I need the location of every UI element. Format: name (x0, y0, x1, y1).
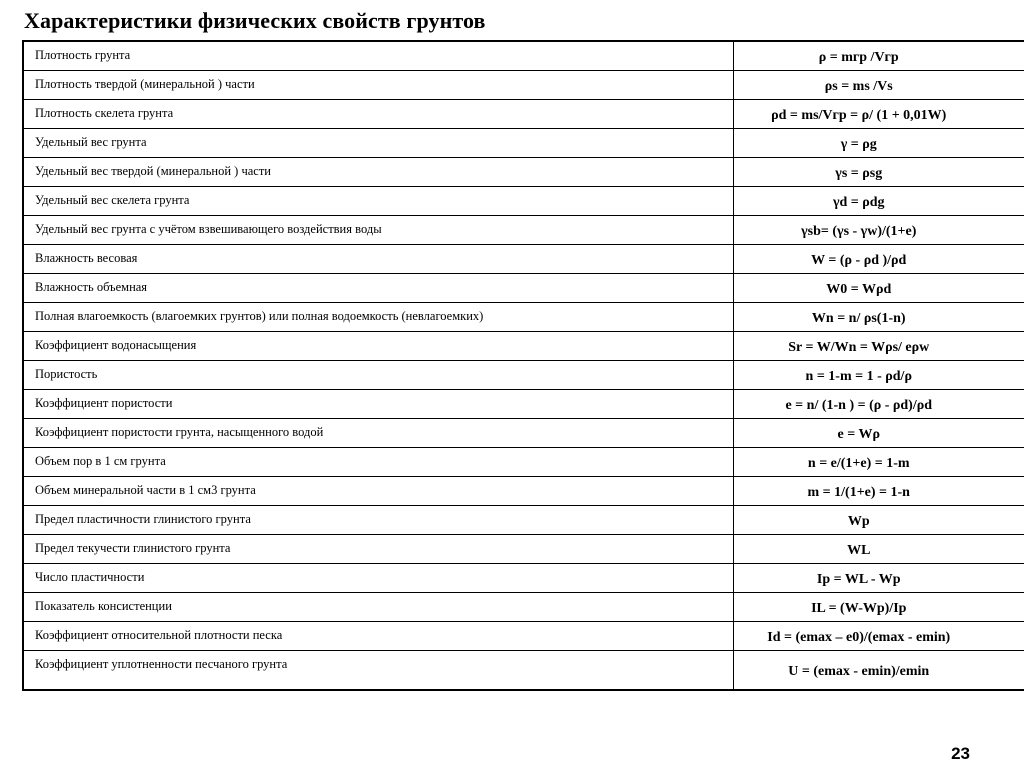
table-body (23, 41, 1024, 690)
property-name: Коэффициент пористости грунта, насыщенного водой (23, 418, 733, 447)
property-name: Показатель консистенции (23, 592, 733, 621)
table-row (23, 418, 1024, 447)
property-name: Объем минеральной части в 1 см3 грунта (23, 476, 733, 505)
table-row (23, 215, 1024, 244)
table-row (23, 621, 1024, 650)
property-name: Коэффициент водонасыщения (23, 331, 733, 360)
property-formula: IL = (W-Wp)/Ip (733, 592, 1024, 621)
property-name: Влажность весовая (23, 244, 733, 273)
page-number: 23 (951, 744, 970, 763)
property-name: Плотность грунта (23, 41, 733, 70)
property-name: Влажность объемная (23, 273, 733, 302)
table-row (23, 302, 1024, 331)
table-row (23, 186, 1024, 215)
property-formula: WL (733, 534, 1024, 563)
table-row (23, 534, 1024, 563)
property-name: Коэффициент пористости (23, 389, 733, 418)
property-name: Объем пор в 1 см грунта (23, 447, 733, 476)
property-formula: U = (emax - emin)/emin (733, 650, 1024, 690)
table-row (23, 389, 1024, 418)
table-row (23, 476, 1024, 505)
property-name: Удельный вес грунта с учётом взвешивающего воздействия воды (23, 215, 733, 244)
property-formula: γs = ρsg (733, 157, 1024, 186)
table-row (23, 592, 1024, 621)
property-formula: W = (ρ - ρd )/ρd (733, 244, 1024, 273)
property-formula: ρd = ms/Vгр = ρ/ (1 + 0,01W) (733, 99, 1024, 128)
property-name: Полная влагоемкость (влагоемких грунтов) или полная водоемкость (невлагоемких) (23, 302, 733, 331)
table-row (23, 273, 1024, 302)
property-formula: γd = ρdg (733, 186, 1024, 215)
property-formula: γsb= (γs - γw)/(1+e) (733, 215, 1024, 244)
table-row (23, 70, 1024, 99)
property-name: Удельный вес твердой (минеральной ) части (23, 157, 733, 186)
property-name: Число пластичности (23, 563, 733, 592)
property-name: Коэффициент уплотненности песчаного грунта (23, 650, 733, 690)
property-formula: m = 1/(1+e) = 1-n (733, 476, 1024, 505)
property-formula: W0 = Wρd (733, 273, 1024, 302)
table-row (23, 563, 1024, 592)
table-row (23, 505, 1024, 534)
table-row (23, 447, 1024, 476)
property-formula: Wn = n/ ρs(1-n) (733, 302, 1024, 331)
property-formula: Sr = W/Wn = Wρs/ eρw (733, 331, 1024, 360)
property-name: Плотность скелета грунта (23, 99, 733, 128)
property-formula: Id = (emax – e0)/(emax - emin) (733, 621, 1024, 650)
property-formula: e = Wρ (733, 418, 1024, 447)
property-name: Предел текучести глинистого грунта (23, 534, 733, 563)
property-formula: γ = ρg (733, 128, 1024, 157)
property-name: Коэффициент относительной плотности песка (23, 621, 733, 650)
property-name: Предел пластичности глинистого грунта (23, 505, 733, 534)
table-row (23, 360, 1024, 389)
table-row (23, 99, 1024, 128)
property-formula: Wp (733, 505, 1024, 534)
property-formula: ρ = mгр /Vгр (733, 41, 1024, 70)
table-row (23, 157, 1024, 186)
page-title: Характеристики физических свойств грунтов (24, 8, 486, 33)
table-row (23, 244, 1024, 273)
property-name: Удельный вес скелета грунта (23, 186, 733, 215)
property-name: Плотность твердой (минеральной ) части (23, 70, 733, 99)
property-formula: ρs = ms /Vs (733, 70, 1024, 99)
table-row (23, 128, 1024, 157)
table-row (23, 650, 1024, 690)
property-name: Удельный вес грунта (23, 128, 733, 157)
property-formula: n = 1-m = 1 - ρd/ρ (733, 360, 1024, 389)
property-formula: e = n/ (1-n ) = (ρ - ρd)/ρd (733, 389, 1024, 418)
properties-table (22, 40, 1024, 691)
property-name: Пористость (23, 360, 733, 389)
property-formula: Ip = WL - Wp (733, 563, 1024, 592)
property-formula: n = e/(1+e) = 1-m (733, 447, 1024, 476)
table-row (23, 331, 1024, 360)
table-row (23, 41, 1024, 70)
